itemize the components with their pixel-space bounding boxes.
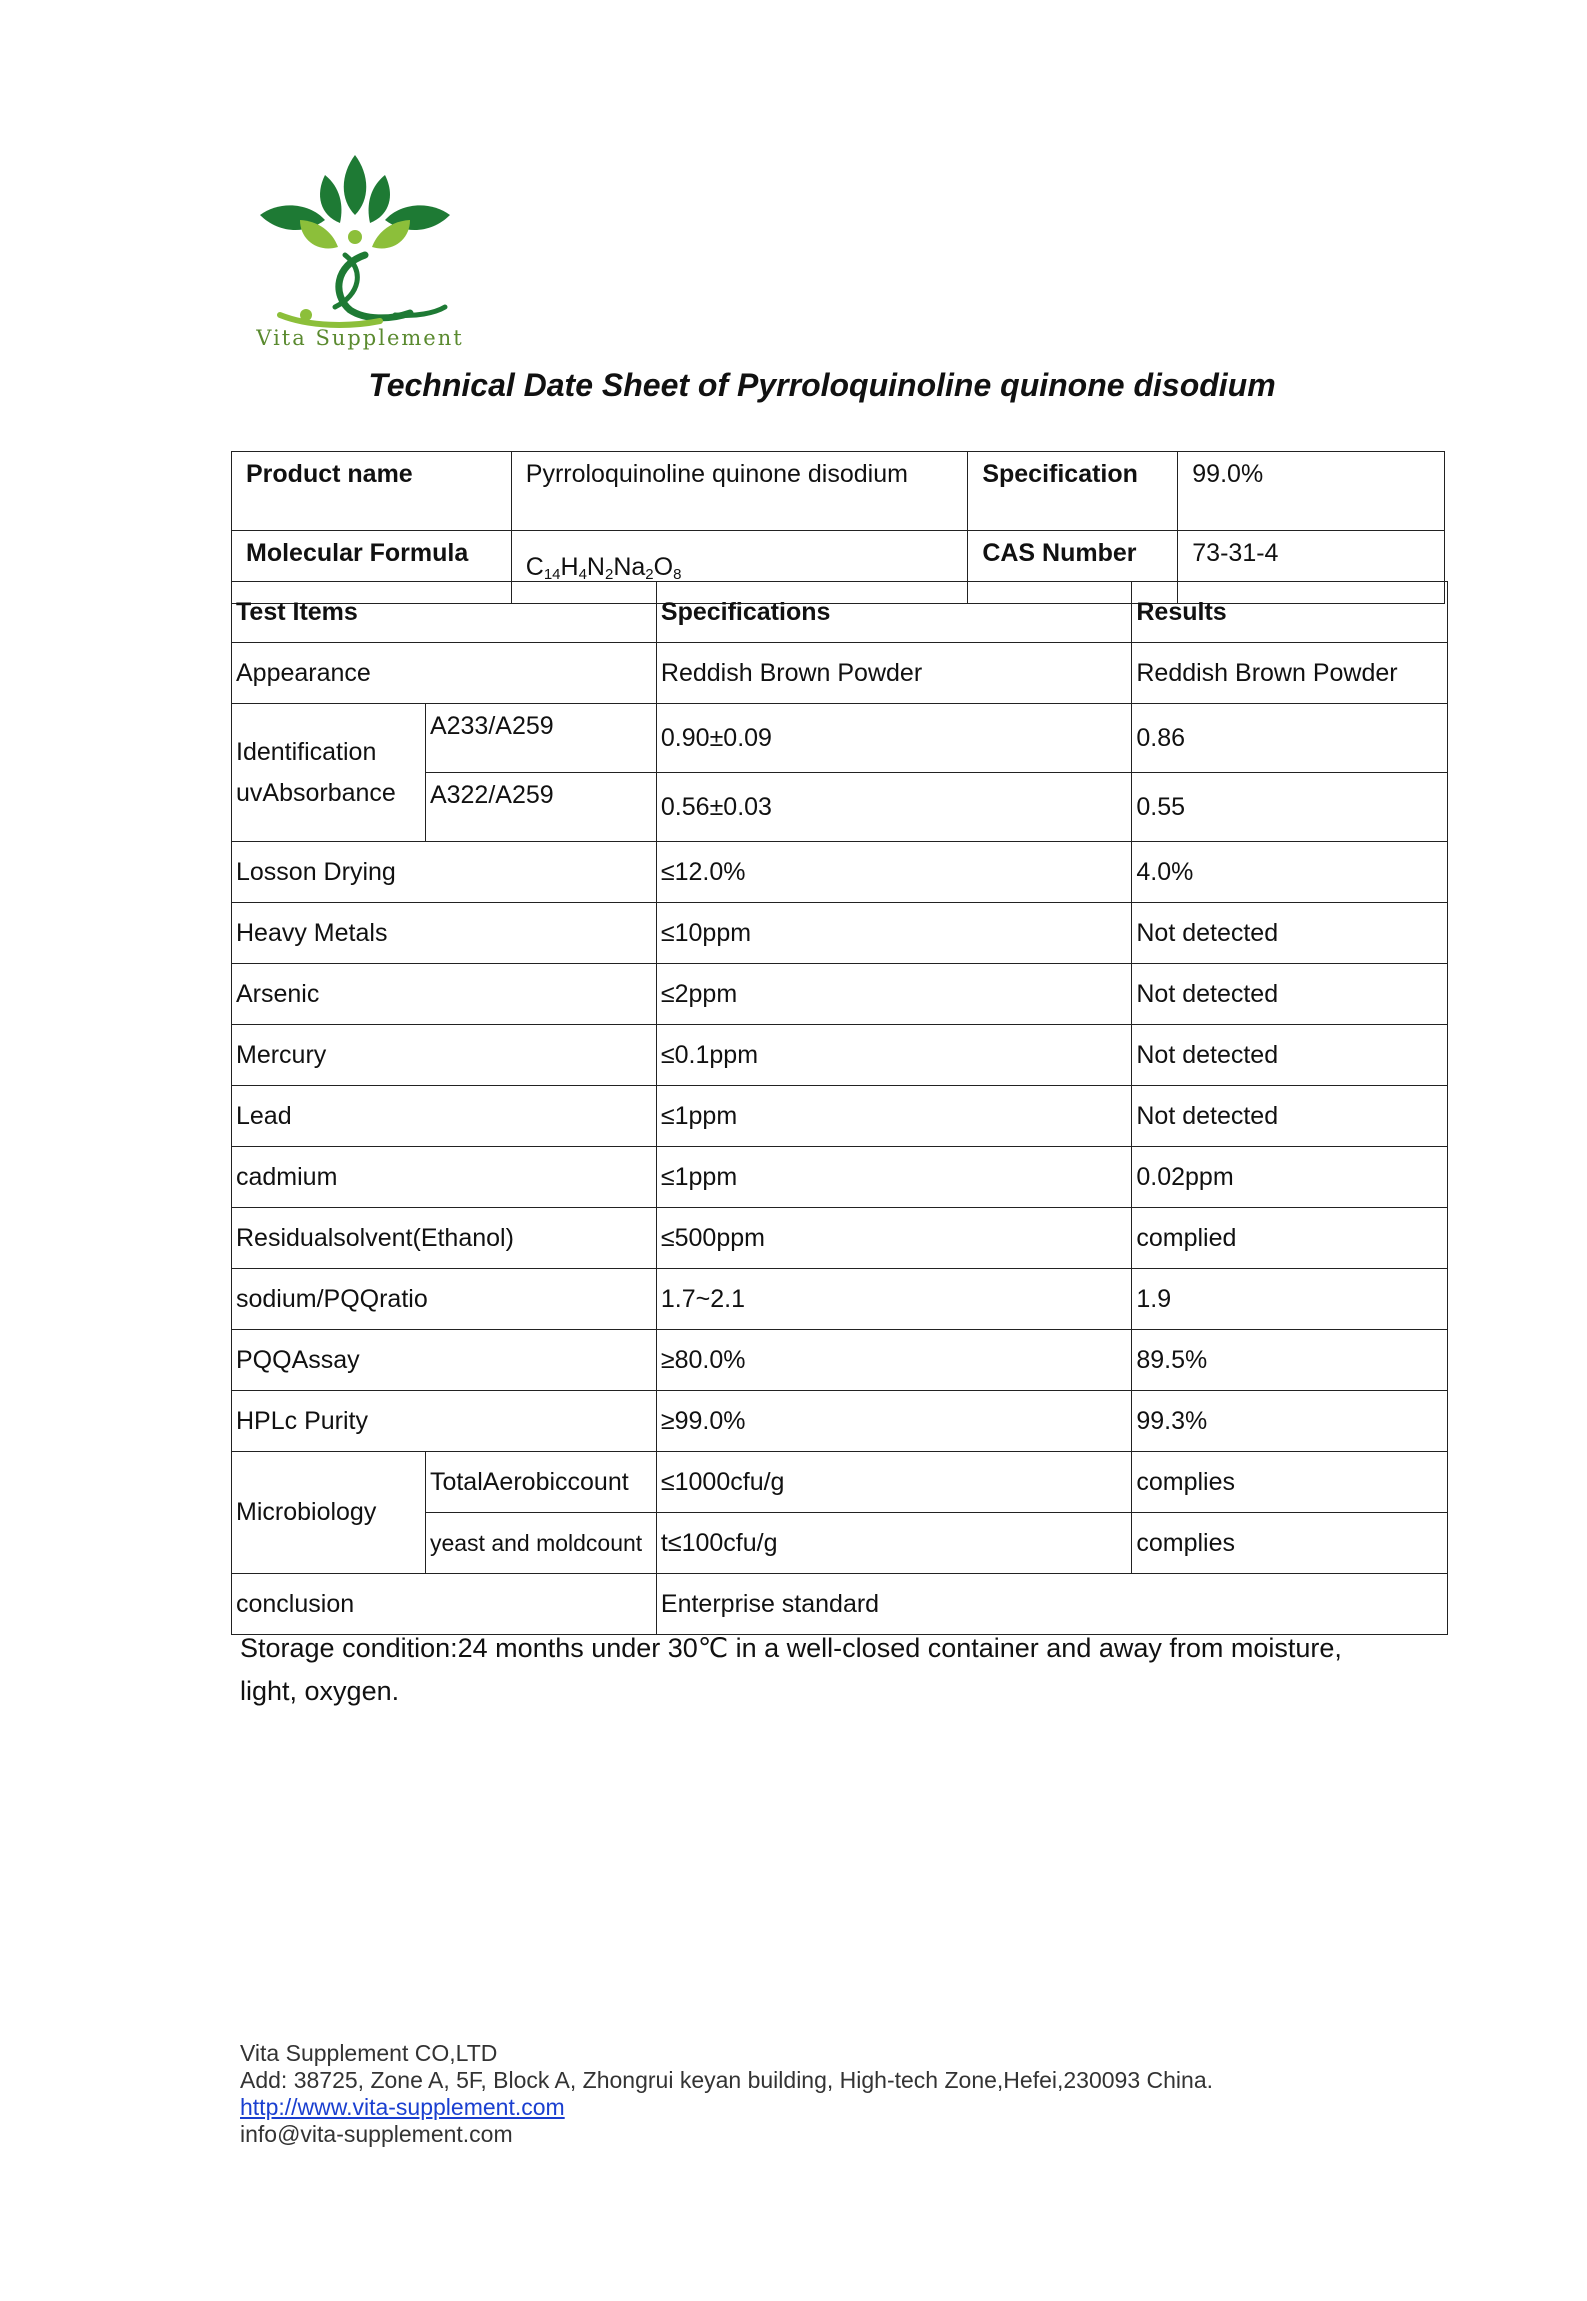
molecular-formula-label: Molecular Formula: [232, 531, 512, 604]
row-result: complied: [1132, 1208, 1448, 1269]
row-spec: ≤1000cfu/g: [656, 1452, 1131, 1513]
row-spec: 0.56±0.03: [656, 773, 1131, 842]
row-spec: ≤1ppm: [656, 1086, 1131, 1147]
cas-number-label: CAS Number: [968, 531, 1178, 604]
molecular-formula-value: $C_{14}H_4N_2Na_2O_8$: [511, 531, 968, 604]
row-item: sodium/PQQratio: [232, 1269, 657, 1330]
table-row: [232, 643, 1448, 704]
row-item: Mercury: [232, 1025, 657, 1086]
row-result: 1.9: [1132, 1269, 1448, 1330]
footer-company: Vita Supplement CO,LTD: [240, 2040, 498, 2066]
row-result: 89.5%: [1132, 1330, 1448, 1391]
row-item: PQQAssay: [232, 1330, 657, 1391]
storage-condition: Storage condition:24 months under 30℃ in a well-closed container and away from moisture, light, oxygen.: [240, 1633, 1342, 1706]
row-item: HPLc Purity: [232, 1391, 657, 1452]
row-result: complies: [1132, 1513, 1448, 1574]
row-item: Lead: [232, 1086, 657, 1147]
row-spec: ≤10ppm: [656, 903, 1131, 964]
header-specifications: Specifications: [656, 582, 1131, 643]
specification-label: Specification: [968, 452, 1178, 531]
row-item: Losson Drying: [232, 842, 657, 903]
header-test-items: Test Items: [232, 582, 657, 643]
row-subitem: TotalAerobiccount: [425, 1452, 656, 1513]
table-row: [232, 1391, 1448, 1452]
logo-brand-text: Vita Supplement: [256, 326, 464, 350]
product-name-label: Product name: [232, 452, 512, 531]
table-row: [232, 964, 1448, 1025]
row-result: complies: [1132, 1452, 1448, 1513]
specification-value: 99.0%: [1178, 452, 1445, 531]
row-result: Not detected: [1132, 1025, 1448, 1086]
row-item: Arsenic: [232, 964, 657, 1025]
row-spec: ≤12.0%: [656, 842, 1131, 903]
table-row: [232, 704, 1448, 773]
table-row: [232, 1025, 1448, 1086]
row-result: 4.0%: [1132, 842, 1448, 903]
identification-label: [232, 704, 426, 842]
table-row: [232, 1330, 1448, 1391]
row-spec: ≥99.0%: [656, 1391, 1131, 1452]
row-subitem: A233/A259: [425, 704, 656, 773]
row-spec: Reddish Brown Powder: [656, 643, 1131, 704]
row-result: 99.3%: [1132, 1391, 1448, 1452]
row-item: conclusion: [232, 1574, 657, 1635]
footer-email: info@vita-supplement.com: [240, 2121, 513, 2147]
row-spec: ≤0.1ppm: [656, 1025, 1131, 1086]
identification-label-line2: uvAbsorbance: [236, 778, 396, 807]
table-row: [232, 842, 1448, 903]
row-result: Not detected: [1132, 964, 1448, 1025]
row-result: 0.55: [1132, 773, 1448, 842]
footer-website-link[interactable]: http://www.vita-supplement.com: [240, 2094, 565, 2120]
row-item: Residualsolvent(Ethanol): [232, 1208, 657, 1269]
microbiology-label: Microbiology: [232, 1452, 426, 1574]
table-row: [232, 1269, 1448, 1330]
row-spec: 0.90±0.09: [656, 704, 1131, 773]
row-result: Not detected: [1132, 1086, 1448, 1147]
row-spec: ≤1ppm: [656, 1147, 1131, 1208]
row-spec: t≤100cfu/g: [656, 1513, 1131, 1574]
table-row: [232, 1086, 1448, 1147]
row-item: Heavy Metals: [232, 903, 657, 964]
row-item: cadmium: [232, 1147, 657, 1208]
header-results: Results: [1132, 582, 1448, 643]
table-row: [232, 1452, 1448, 1513]
table-row: [232, 1208, 1448, 1269]
row-result: Reddish Brown Powder: [1132, 643, 1448, 704]
cas-number-value: 73-31-4: [1178, 531, 1445, 604]
table-row: [232, 1147, 1448, 1208]
row-spec: Enterprise standard: [656, 1574, 1447, 1635]
row-result: 0.02ppm: [1132, 1147, 1448, 1208]
row-spec: 1.7~2.1: [656, 1269, 1131, 1330]
table-row: [232, 1574, 1448, 1635]
product-name-value: Pyrroloquinoline quinone disodium: [511, 452, 968, 531]
row-result: Not detected: [1132, 903, 1448, 964]
row-result: 0.86: [1132, 704, 1448, 773]
footer-address: Add: 38725, Zone A, 5F, Block A, Zhongrui keyan building, High-tech Zone,Hefei,230093 China.: [240, 2067, 1214, 2093]
row-spec: ≥80.0%: [656, 1330, 1131, 1391]
footer: [240, 2040, 1213, 2148]
row-item: Appearance: [232, 643, 657, 704]
test-results-table: [231, 581, 1448, 1635]
row-spec: ≤2ppm: [656, 964, 1131, 1025]
row-subitem: yeast and moldcount: [425, 1513, 656, 1574]
identification-label-line1: Identification: [236, 737, 377, 766]
table-row: [232, 903, 1448, 964]
row-spec: ≤500ppm: [656, 1208, 1131, 1269]
row-subitem: A322/A259: [425, 773, 656, 842]
document-title: Technical Date Sheet of Pyrroloquinoline quinone disodium: [368, 367, 1276, 403]
